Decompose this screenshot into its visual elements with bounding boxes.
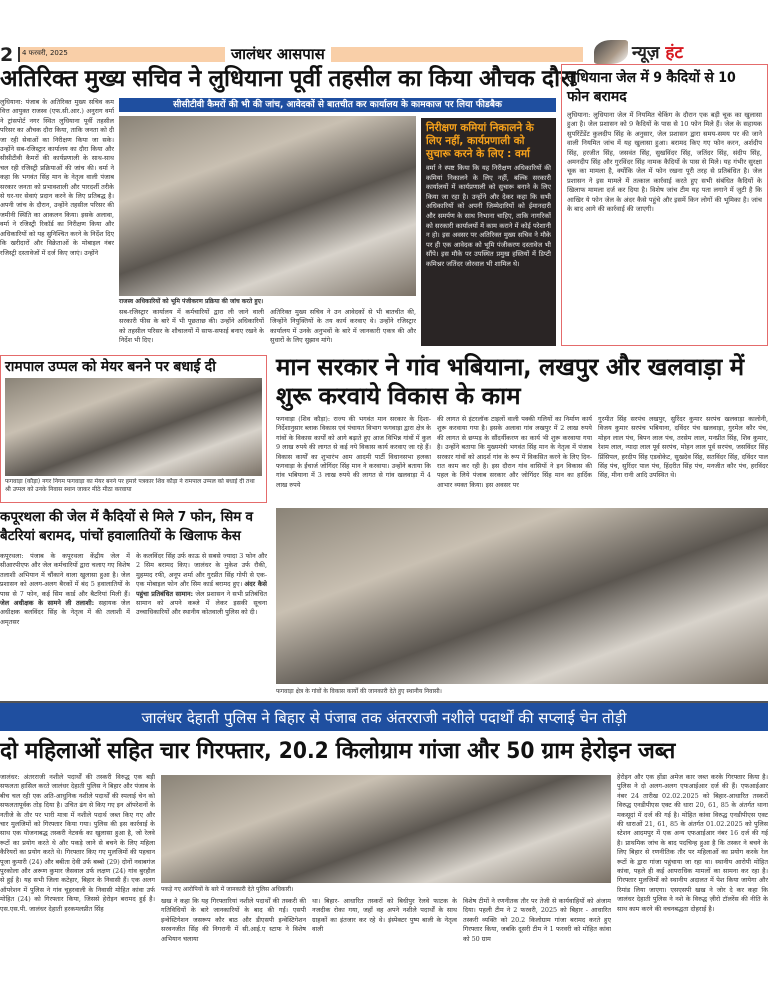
article-text: कपूरथला: पंजाब के कपूरथला केंद्रीय जेल में सीआरपीएफ और जेल कर्मचारियों द्वारा चलाए गए विशेष तलाशी अभियान में चौंकाने वाला खुलासा हुआ है। जेल प्रशासन को अलग-अलग बैरकों में बंद 5 हवालातियों के पास से 7 फोन, कई सिम कार्ड और बैटरियां मिली हैं। जेल अधीक्षक के सामने ली तलाशी: सहायक जेल अधीक्षक बलविंदर सिंह के नेतृत्व में की तलाशी में अमृतसर xyxy=(0,552,130,626)
article-text: खख ने कहा कि यह गिरफ्तारियां नशीले पदार्थों की तस्करी की गतिविधियों के बारे जानकारियों के बाद की गईं। एसपी इन्वेस्टिगेशन जसरूप कौर बाठ और डीएसपी इन्वेस्टिगेशन सरवनजीत सिंह की निगरानी में सी.आई.ए स्टाफ ने विशेष अभियान चलाया xyxy=(161,897,306,943)
photo-tehsil-inspection xyxy=(119,116,416,296)
article-text: गुरमीत सिंह सरपंच लखपुर, सुरिंदर कुमार सरपंच खलवाड़ा कालोनी, विजय कुमार सरपंच भबियाना, दविंदर पंच खलवाड़ा, गुरमेल कौर पंच, मोहन लाल पंच, बिपन लाल पंच, तरसेम लाल, मनप्रीत सिंह, शिव कुमार, रेशम लाल, न्यादा लाल पूर्व सरपंच, मोहन लाल पूर्व सरपंच, जसविंदर सिंह प्रिंसिपल, हरदीप सिंह एडवोकेट, सुखदेव सिंह, सतविंदर सिंह, दविंदर पाल सिंह पंच, सुरिंदर पाल पंच, हिंदरीत सिंह पंच, मनजीत कौर पंच, हरविंदर सिंह, मीना रानी आदि उपस्थित थे। xyxy=(598,415,768,480)
article-text: विशेष टीमों ने रणनीतक तौर पर तेजी से कार्यवाहियों को अंजाम दिया। पहली टीम ने 2 फरवरी, 2025 को बिहार - आधारित तस्करी व्यक्ति को 20.2 किलोग्राम गांजा बरामद करते हुए गिरफ्तार किया, जबकि दूसरी टीम ने 1 फरवरी को मोहित कांवा को 50 ग्राम xyxy=(463,897,611,943)
photo-villagers xyxy=(276,508,768,684)
article-text: था। बिहार- आधारित तस्करों को बिधीपुर रेलवे फाटक के नजदीक रोका गया, जहाँ वह अपने नशीले पदार्थों के साथ ग्राहकों का इंतजार कर रहे थे। इंस्पेक्टर पुष्प बाली के नेतृत्व वाली xyxy=(312,897,457,934)
photo-caption: फगवाड़ा क्षेत्र के गांवों के विकास कार्यों की जानकारी देते हुए स्थानीय निवासी। xyxy=(276,688,442,695)
article-text: लुधियाना: पंजाब के अतिरिक्त मुख्य सचिव कम वित्त आयुक्त राजस्व (एफ.सी.आर.) अनुराग वर्मा ने ट्रांसपोर्ट नगर स्थित लुधियाना पूर्वी तहसील परिसर का औचक दौरा किया, ताकि जनता को दी जा रही सेवाओं का निरीक्षण किया जा सके। उन्होंने सब-रजिस्ट्रार कार्यालय का दौरा किया और सीसीटीवी कैमरों की कार्यप्रणाली के साथ-साथ चल रही रजिस्ट्री प्रक्रियाओं की जांच की। वर्मा ने कहा कि भगवंत सिंह मान के नेतृत्व वाली पंजाब सरकार जनता को प्रभावशाली और पारदर्शी तरीके से घर-घर सेवाएं प्रदान करने के लिए प्रतिबद्ध है। अपनी जांच के दौरान, उन्होंने तहसील परिसर की जमीनी स्थिति का आकलन किया। इसके अलावा, वर्मा ने रजिस्ट्री रिकॉर्ड का निरीक्षण किया और अधिकारियों को यह सुनिश्चित करने के निर्देश दिए कि खरीदारों और विक्रेताओं के मोबाइल नंबर रजिस्ट्री दस्तावेजों में दर्ज किए जाएं। उन्होंने xyxy=(0,98,114,257)
article-text: फगवाड़ा (शिव कौड़ा): राज्य की भगवंत मान सरकार के दिशा-निर्देशानुसार ब्लाक विकास एवं पंचायत विभाग फगवाड़ा द्वारा क्षेत्र के गांवों के विकास कार्यों को आगे बढ़ाते हुए आज विभिन्न गांवों में कुल 9 लाख रुपये की लागत से कई नये विकास कार्य करवाए जा रहे हैं। विकास कार्यों का शुभारंभ आम आदमी पार्टी विधानसभा हलका फगवाड़ा के ईंचार्ज जोगिंदर सिंह मान ने करवाया। उन्होंने बताया कि गांव भबियाना में 3 लाख रुपये की लागत से गांव खलवाड़ा में 4 लाख रुपये xyxy=(276,415,431,489)
subheadline-strap: सीसीटीवी कैमरों की भी की जांच, आवेदकों से बातचीत कर कार्यालय के कामकाज पर लिया फीडबैक xyxy=(119,98,556,112)
headline-kapurthala-jail: कपूरथला की जेल में कैदियों से मिले 7 फोन, सिम व बैटरियां बरामद, पांचों हवालातियों के खिलाफ केस xyxy=(0,509,254,544)
headline-ludhiana-jail: लुधियाना जेल में 9 कैदियों से 10 फोन बरामद xyxy=(567,70,736,105)
photo-caption: राजस्व अधिकारियों को भूमि पंजीकरण प्रक्रिया की जांच करते हुए। xyxy=(119,298,264,305)
section-title: जालंधर आसपास xyxy=(225,44,331,64)
eagle-logo-icon xyxy=(594,40,628,64)
article-text: जालंधर: अंतरराजी नशीले पदार्थों की तस्करी विरुद्ध एक बड़ी सफलता हासिल करते जालंधर देहाती पुलिस ने बिहार और पंजाब के बीच चल रही एक अति-आधुनिक नशीले पदार्थों की स्पलाई चेन को सफलतापूर्वक तोड़ दिया है। उचित ढंग से किए गए इन ऑपरेशनों के नतीजे के तौर पर भारी मात्रा में नशीले पदार्थ जब्त किए गए और चार मुलजिमों को गिरफ्तार किया गया। पुलिस की इस कार्रवाई के साथ एक योजनाबद्ध तस्करी नेटवर्क का खुलासा हुआ है, जो रेलवे रूटों का प्रयोग करते थे और पकड़े जाने से बचने के लिए महिला कैरियरों का प्रयोग करते थे। गिरफ्तार किए गए मुलजिमों की पहचान पूजा कुमारी (24) और बबीता देवी उर्फ बब्बो (29) दोनों नवाबगंज पुरकोला और अरूण कुमार जैसवाल उर्फ लक्षण (24) गांव बुरहौल से हुई है। यह सभी जिला कटेहार, बिहार के निवासी हैं। एक अलग ऑपरेशन में पुलिस ने गांव चूहरवाली के निवासी मोहित कांवा उर्फ मोहित (24) को गिरफ्तार किया, जिससे हेरोइन बरामद हुई है। एस.एस.पी. जालंधर देहाती हरकमलप्रीत सिंह xyxy=(0,773,155,913)
box-text: वर्मा ने स्पष्ट किया कि यह निरीक्षण अधिकारियों की कमियां निकालने के लिए नहीं, बल्कि सरकारी कार्यालयों में कार्यप्रणाली को सुचारू बनाने के लिए किया जा रहा है। उन्होंने और देकर कहा कि सभी अधिकारियों को अपनी जिम्मेदारियों को ईमानदारी और समर्पण के साथ निभाना चाहिए, ताकि नागरिकों को सरकारी कार्यालयों में काम कराने में कोई परेशानी न हो। इस अवसर पर अतिरिक्त मुख्य सचिव ने मौके पर ही एक आवेदक को भूमि पंजीकरण दस्तावेज भी सौंपे। इस मौके पर उपस्थित प्रमुख हस्तियों में डिप्टी कमिश्नर जतिंदर जोरवाल भी शामिल थे। xyxy=(426,164,551,268)
article-text: लुधियाना: लुधियाना जेल में नियमित चेकिंग के दौरान एक बड़ी चूक का खुलासा हुआ है। जेल प्रशासन को 9 कैदियों के पास से 10 फोन मिले हैं। जेल के सहायक सुपरिंटेंडेंट कुलदीप सिंह के अनुसार, जेल प्रशासन द्वारा समय-समय पर की जाने वाली नियमित जांच में यह खुलासा हुआ। बरामद किए गए फोन करन, अर्शदीप सिंह, हरजीत सिंह, जसवंत सिंह, सुखविंदर सिंह, जतिंदर सिंह, संदीप सिंह, अमनदीप सिंह और गुरविंदर सिंह नामक कैदियों के पास से मिले। यह गंभीर सुरक्षा चूक का मामला है, क्योंकि जेल में फोन रखना पूरी तरह से प्रतिबंधित है। जेल प्रशासन ने इस मामले में तत्काल कार्रवाई करते हुए सभी संबंधित कैदियों के खिलाफ मामला दर्ज कर दिया है। विशेष जांच टीम यह पता लगाने में जुटी है कि आखिर ये फोन जेल के अंदर कैसे पहुंचे और इसमें किन लोगों की भूमिका है। जांच के बाद आगे की कार्रवाई की जाएगी। xyxy=(567,111,762,214)
article-text: हेरोइन और एक होंडा अमेज कार जब्त करके गिरफ्तार किया है। पुलिस ने दो अलग-अलग एफआईआर दर्ज की हैं। एफआईआर नंबर 24 तारीख 02.02.2025 को बिहार-आधारित तस्करों विरुद्ध एनडीपीएस एक्ट की धारा 20, 61, 85 के अंतर्गत थाना मकसूदां में दर्ज की गई है। मोहित कांवा विरुद्ध एनडीपीएस एक्ट की धाराओं 21, 61, 85 के अंतर्गत 01.02.2025 को पुलिस स्टेशन आदमपुर में एक अन्य एफआईआर नंबर 16 दर्ज की गई है। प्राथमिक जांच के बाद पदचिन्ह हुआ है कि तस्कर ने बचने के लिए बिहार से रणनीतिक तौर पर महिलाओं का प्रयोग करके रेल रूटों के द्वारा गांजा पहुंचाया जा रहा था। स्थानीय आरोपी मोहित कांवा, पहले ही कई आपराधिक मामलों का सामना कर रहा है। गिरफ्तार मुलजिमों को स्थानीय अदालत में पेश किया जायेगा और रिमांड लिया जाएगा। एसएसपी खख ने जोर दे कर कहा कि जालंधर देहाती पुलिस ने नशे के विरुद्ध ज़ीरो टॉलरेंस की नीति के साथ काम करने की वचनबद्धता दोहराई है। xyxy=(617,773,768,913)
banner-drug-supply: जालंधर देहाती पुलिस ने बिहार से पंजाब तक अंतरराजी नशीले पदार्थों की सप्लाई चेन तोड़ी xyxy=(0,701,768,731)
article-text: की लागत से इंटरलॉक टाइलों वाली पक्की गलियों का निर्माण कार्य शुरू करवाया गया है। इसके अलावा गांव लखपुर में 2 लाख रुपये की लागत से छप्पड़ के सौंदर्यीकरण का कार्य भी शुरू करवाया गया है। उन्होंने बताया कि मुख्यमंत्री भगवंत सिंह मान के नेतृत्व में पंजाब सरकार गांवों को आदर्श गांव के रूप में विकसित करने के लिए दिन-रात काम कर रही है। इस दौरान गांव वासियों ने इन विकास की पहल के लिये पंजाब सरकार और जोगिंदर सिंह मान का हार्दिक आभार व्यक्त किया। इस अवसर पर xyxy=(437,415,592,489)
article-text: सब-रजिस्ट्रार कार्यालय में कर्मचारियों द्वारा ली जाने वाली सरकारी फीस के बारे में भी पूछताछ की। उन्होंने अधिकारियों को तहसील परिसर के शौचालयों में साफ-सफाई बनाए रखने के निर्देश भी दिए। xyxy=(119,308,264,345)
newspaper-logo: न्यूज़ हंट xyxy=(590,40,768,66)
issue-date: 4 फरवरी, 2025 xyxy=(22,49,68,57)
article-text: के कलविंदर सिंह उर्फ काऊ से सबसे ज्यादा 3 फोन और 2 सिम बरामद किए। जालंधर के मुकेश उर्फ रौकी, मुहम्मद रफी, अनूप शर्मा और गुरप्रीत सिंह गोपी से एक-एक मोबाइल फोन और सिम कार्ड बरामद हुए। अंदर कैसे पहुंचा प्रतिबंधित सामान: जेल प्रशासन ने सभी प्रतिबंधित सामान को अपने कब्जे में लेकर इसकी सूचना उच्चाधिकारियों और स्थानीय कोतवाली पुलिस को दी। xyxy=(136,552,267,617)
photo-caption: फगवाड़ा (कौड़ा) नगर निगम फगवाड़ा का मेयर बनने पर हमारे पत्रकार शिव कौड़ा ने रामपाल उप्पल को बधाई दी तथा श्री उप्पल को उनके निवास स्थान जाकर मीठे मीठा करवाया xyxy=(5,478,255,494)
headline-arrests: दो महिलाओं सहित चार गिरफ्तार, 20.2 किलोग्राम गांजा और 50 ग्राम हेरोइन जब्त xyxy=(0,738,676,764)
headline-village-development: मान सरकार ने गांव भबियाना, लखपुर और खलवाड़ा में शुरू करवाये विकास के काम xyxy=(276,353,745,410)
box-title: निरीक्षण कमियां निकालने के लिए नहीं, कार्यप्रणाली को सुचारू करने के लिए : वर्मा xyxy=(426,122,534,160)
editorial-box xyxy=(421,118,556,346)
jail-phones-box xyxy=(561,64,768,346)
page-number: 2 xyxy=(0,44,14,66)
photo-caption: पकड़े गए आरोपियों के बारे में जानकारी देते पुलिस अधिकारी। xyxy=(161,886,294,893)
headline-tehsil-visit: अतिरिक्त मुख्य सचिव ने लुधियाना पूर्वी तहसील का किया औचक दौरा xyxy=(0,66,576,92)
photo-rampal xyxy=(5,378,262,476)
headline-rampal-mayor: रामपाल उप्पल को मेयर बनने पर बधाई दी xyxy=(5,359,216,375)
article-text: अतिरिक्त मुख्य सचिव ने उन आवेदकों से भी बातचीत की, जिन्होंने नियुक्तियों के तय कार्य करवाए थे। उन्होंने रजिस्ट्रार कार्यालय में उनके अनुभवों के बारे में जानकारी एकत्र की और सुधारों के लिए सुझाव मांगे। xyxy=(270,308,416,345)
rampal-box xyxy=(0,355,267,503)
photo-police-press xyxy=(161,775,611,883)
